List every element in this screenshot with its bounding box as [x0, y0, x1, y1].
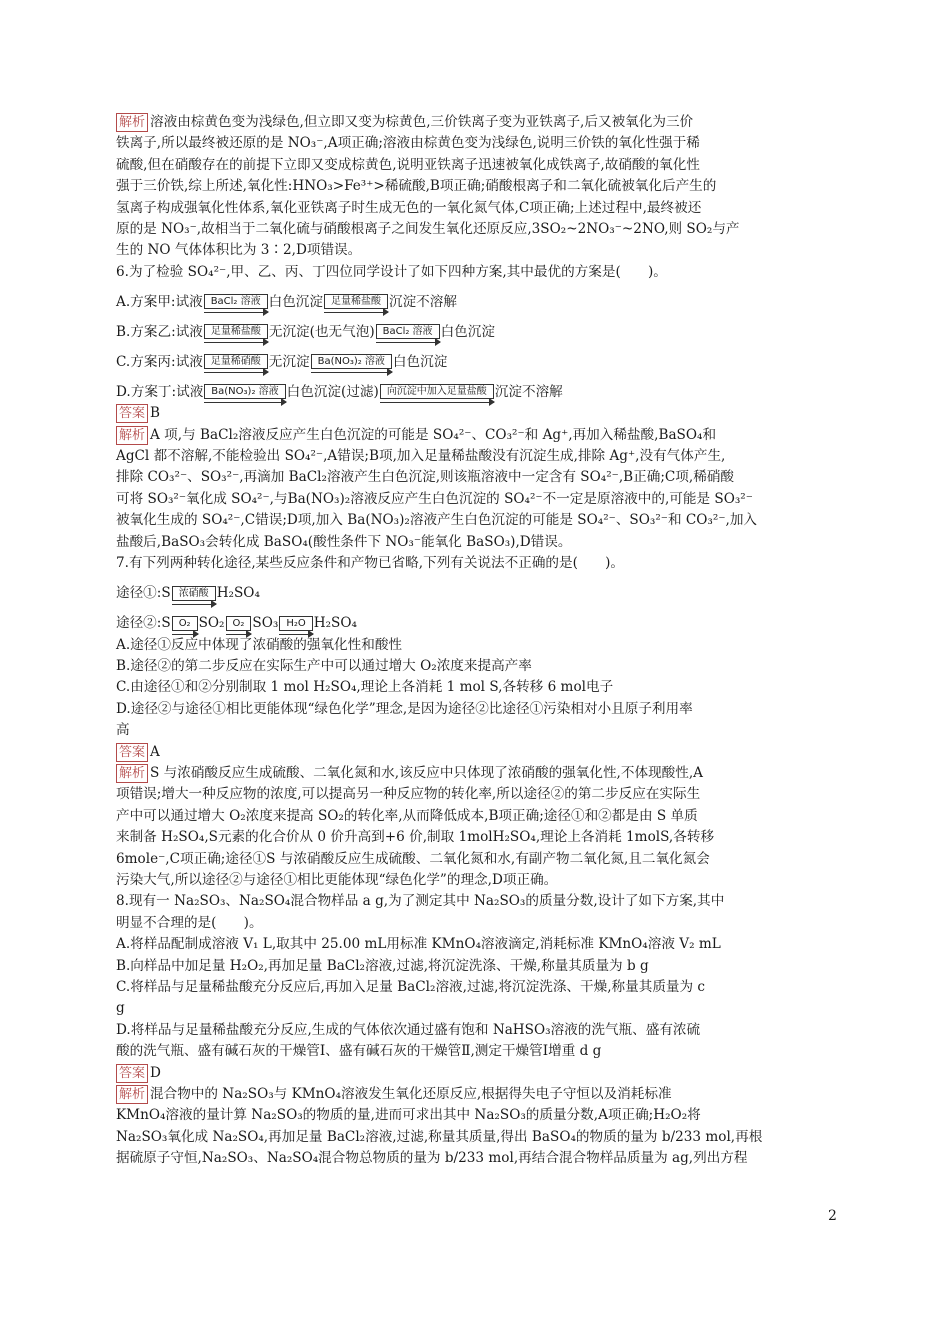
q6-options — [116, 283, 836, 403]
analysis-tag: 解析 — [116, 1085, 148, 1104]
analysis-line: 据硫原子守恒,Na₂SO₃、Na₂SO₄混合物总物质的量为 b/233 mol,再结合混合物样品质量为 ag,列出方程 — [116, 1150, 748, 1167]
analysis-line: Na₂SO₃氧化成 Na₂SO₄,再加足量 BaCl₂溶液,过滤,称量其质量,得出 BaSO₄的物质的量为 b/233 mol,再根 — [116, 1128, 763, 1145]
analysis-line: KMnO₄溶液的量计算 Na₂SO₃的物质的量,进而可求出其中 Na₂SO₃的质量分数,A项正确;H₂O₂将 — [116, 1107, 701, 1124]
q8-stem: 8.现有一 Na₂SO₃、Na₂SO₄混合物样品 a g,为了测定其中 Na₂SO₃的质量分数,设计了如下方案,其中 — [116, 893, 725, 910]
analysis-line: 强于三价铁,综上所述,氧化性:HNO₃>Fe³⁺>稀硫酸,B项正确;硝酸根离子和二氧化硫被氧化后产生的 — [116, 178, 717, 195]
analysis-tag: 解析 — [116, 426, 148, 445]
q6-answer: 答案 B — [116, 403, 836, 424]
analysis-line: 来制备 H₂SO₄,S元素的化合价从 0 价升高到+6 价,制取 1molH₂SO₄,理论上各消耗 1molS,各转移 — [116, 829, 715, 846]
reaction-arrow: 足量稀盐酸 — [324, 294, 388, 313]
page-number: 2 — [828, 1208, 837, 1224]
q6-option-a: A.方案甲:试液 BaCl₂ 溶液 白色沉淀 足量稀盐酸 沉淀不溶解 — [116, 283, 836, 313]
analysis-line: 6mole⁻,C项正确;途径①S 与浓硝酸反应生成硫酸、二氧化氮和水,有副产物二氧化氮,且二氧化氮会 — [116, 850, 710, 867]
analysis-line: AgCl 都不溶解,不能检验出 SO₄²⁻,A错误;B项,加入足量稀盐酸没有沉淀生成,排除 Ag⁺,没有气体产生, — [116, 448, 726, 465]
q7-options — [116, 635, 836, 742]
answer-tag: 答案 — [116, 404, 148, 423]
q7-option: D.途径②与途径①相比更能体现“绿色化学”理念,是因为途径②比途径①污染相对小且原子利用率 — [116, 700, 693, 717]
q5-analysis — [116, 112, 836, 262]
q8-analysis — [116, 1084, 836, 1170]
reaction-arrow: BaCl₂ 溶液 — [204, 294, 268, 313]
q6-option-d: D.方案丁:试液 Ba(NO₃)₂ 溶液 白色沉淀(过滤) 向沉淀中加入足量盐酸 沉淀不溶解 — [116, 373, 836, 403]
q6-analysis — [116, 425, 836, 553]
reaction-arrow: H₂O — [279, 616, 312, 635]
reaction-arrow: O₂ — [172, 616, 198, 635]
q7-analysis — [116, 763, 836, 891]
q7-route-1: 途径①:S 浓硝酸 H₂SO₄ — [116, 575, 836, 605]
document-page — [116, 112, 836, 1170]
answer-tag: 答案 — [116, 743, 148, 762]
q8-option: 酸的洗气瓶、盛有碱石灰的干燥管Ⅰ、盛有碱石灰的干燥管Ⅱ,测定干燥管Ⅰ增重 d g — [116, 1043, 602, 1060]
analysis-line: 盐酸后,BaSO₃会转化成 BaSO₄(酸性条件下 NO₃⁻能氧化 BaSO₃),D错误。 — [116, 533, 572, 550]
analysis-line: 生的 NO 气体体积比为 3∶2,D项错误。 — [116, 242, 362, 259]
analysis-tag: 解析 — [116, 113, 148, 132]
analysis-tag: 解析 — [116, 764, 148, 783]
q8-stem: 明显不合理的是( )。 — [116, 914, 263, 931]
reaction-arrow: BaCl₂ 溶液 — [376, 324, 440, 343]
reaction-arrow: 浓硝酸 — [172, 586, 216, 605]
q8-option: g — [116, 1000, 125, 1017]
analysis-line: 原的是 NO₃⁻,故相当于二氧化硫与硝酸根离子之间发生氧化还原反应,3SO₂~2NO₃⁻~2NO,则 SO₂与产 — [116, 221, 740, 238]
reaction-arrow: 足量稀硝酸 — [204, 354, 268, 373]
q7-route-2: 途径②:S O₂ SO₂ O₂ SO₃ H₂O H₂SO₄ — [116, 605, 836, 635]
q8-option: C.将样品与足量稀盐酸充分反应后,再加入足量 BaCl₂溶液,过滤,将沉淀洗涤、干燥,称量其质量为 c — [116, 979, 706, 995]
q8-option: B.向样品中加足量 H₂O₂,再加足量 BaCl₂溶液,过滤,将沉淀洗涤、干燥,称量其质量为 b g — [116, 957, 649, 974]
reaction-arrow: Ba(NO₃)₂ 溶液 — [204, 384, 285, 403]
q7-stem: 7.有下列两种转化途径,某些反应条件和产物已省略,下列有关说法不正确的是( )。 — [116, 555, 624, 572]
analysis-line: 氢离子构成强氧化性体系,氧化亚铁离子时生成无色的一氧化氮气体,C项正确;上述过程中,最终被还 — [116, 199, 702, 216]
analysis-line: 铁离子,所以最终被还原的是 NO₃⁻,A项正确;溶液由棕黄色变为浅绿色,说明三价铁的氧化性强于稀 — [116, 135, 700, 152]
analysis-line: 解析 A 项,与 BaCl₂溶液反应产生白色沉淀的可能是 SO₄²⁻、CO₃²⁻和 Ag⁺,再加入稀盐酸,BaSO₄和 — [116, 425, 836, 446]
analysis-line: 产中可以通过增大 O₂浓度来提高 SO₂的转化率,从而降低成本,B项正确;途径①和②都是由 S 单质 — [116, 807, 698, 824]
q7-option: C.由途径①和②分别制取 1 mol H₂SO₄,理论上各消耗 1 mol S,各转移 6 mol电子 — [116, 679, 614, 696]
q8-option: D.将样品与足量稀盐酸充分反应,生成的气体依次通过盛有饱和 NaHSO₃溶液的洗气瓶、盛有浓硫 — [116, 1021, 701, 1038]
analysis-line: 解析 混合物中的 Na₂SO₃与 KMnO₄溶液发生氧化还原反应,根据得失电子守恒以及消耗标准 — [116, 1084, 836, 1105]
q7-option: 高 — [116, 722, 130, 739]
analysis-line: 硫酸,但在硝酸存在的前提下立即又变成棕黄色,说明亚铁离子迅速被氧化成铁离子,故硝酸的氧化性 — [116, 156, 700, 173]
reaction-arrow: 足量稀盐酸 — [204, 324, 268, 343]
q6-option-b: B.方案乙:试液 足量稀盐酸 无沉淀(也无气泡) BaCl₂ 溶液 白色沉淀 — [116, 313, 836, 343]
answer-tag: 答案 — [116, 1064, 148, 1083]
analysis-line: 排除 CO₃²⁻、SO₃²⁻,再滴加 BaCl₂溶液产生白色沉淀,则该瓶溶液中一定含有 SO₄²⁻,B正确;C项,稀硝酸 — [116, 469, 735, 486]
analysis-line: 污染大气,所以途径②与途径①相比更能体现“绿色化学”的理念,D项正确。 — [116, 871, 558, 888]
q6-option-c: C.方案丙:试液 足量稀硝酸 无沉淀 Ba(NO₃)₂ 溶液 白色沉淀 — [116, 343, 836, 373]
reaction-arrow: Ba(NO₃)₂ 溶液 — [311, 354, 392, 373]
analysis-line: 解析 溶液由棕黄色变为浅绿色,但立即又变为棕黄色,三价铁离子变为亚铁离子,后又被氧化为三价 — [116, 112, 836, 133]
analysis-line: 项错误;增大一种反应物的浓度,可以提高另一种反应物的转化率,所以途径②的第二步反应在实际生 — [116, 786, 701, 803]
q7-option: B.途径②的第二步反应在实际生产中可以通过增大 O₂浓度来提高产率 — [116, 657, 532, 674]
q8-answer: 答案 D — [116, 1063, 836, 1084]
q7-answer: 答案 A — [116, 742, 836, 763]
q8-option: A.将样品配制成溶液 V₁ L,取其中 25.00 mL用标准 KMnO₄溶液滴定,消耗标准 KMnO₄溶液 V₂ mL — [116, 936, 721, 953]
reaction-arrow: O₂ — [226, 616, 252, 635]
analysis-line: 解析 S 与浓硝酸反应生成硫酸、二氧化氮和水,该反应中只体现了浓硝酸的强氧化性,不体现酸性,A — [116, 763, 836, 784]
q8-options — [116, 934, 836, 1062]
q7-option: A.途径①反应中体现了浓硝酸的强氧化性和酸性 — [116, 636, 403, 653]
analysis-line: 可将 SO₃²⁻氧化成 SO₄²⁻,与Ba(NO₃)₂溶液反应产生白色沉淀的 SO₄²⁻不一定是原溶液中的,可能是 SO₃²⁻ — [116, 490, 753, 507]
q6-stem: 6.为了检验 SO₄²⁻,甲、乙、丙、丁四位同学设计了如下四种方案,其中最优的方案是( )。 — [116, 263, 667, 280]
reaction-arrow: 向沉淀中加入足量盐酸 — [380, 384, 494, 403]
analysis-line: 被氧化生成的 SO₄²⁻,C错误;D项,加入 Ba(NO₃)₂溶液产生白色沉淀的可能是 SO₄²⁻、SO₃²⁻和 CO₃²⁻,加入 — [116, 512, 758, 529]
